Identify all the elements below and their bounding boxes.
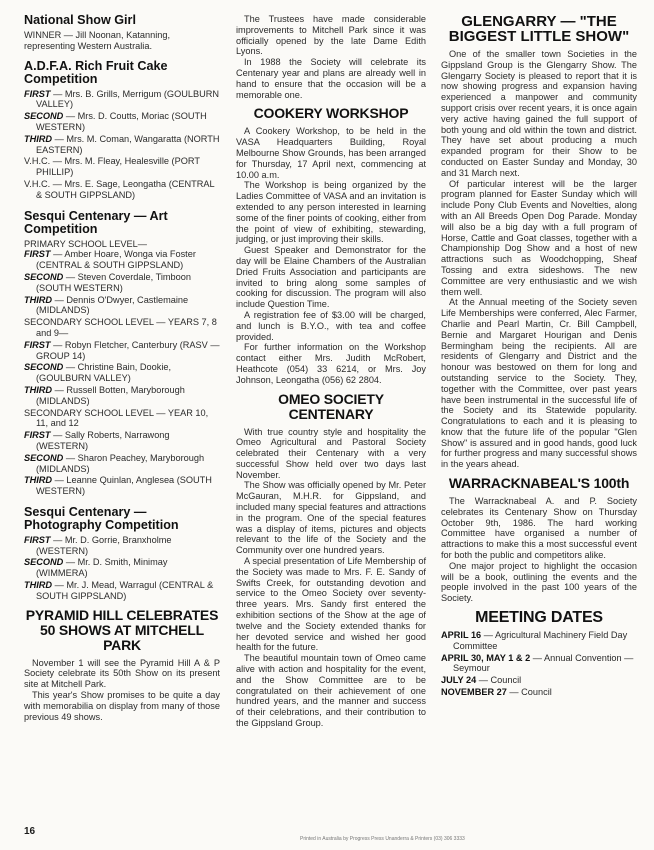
art-entry: THIRD — Russell Botten, Maryborough (MIDLANDS) — [24, 384, 185, 406]
art-entry: SECOND — Christine Bain, Dookie, (GOULBURN VALLEY) — [24, 362, 172, 384]
cookery-paragraph: Guest Speaker and Demonstrator for the day will be Elaine Chambers of the Australian Dried Fruits Association and participants are invited to bring along some samples of cooking for discussion. The program will also include Question Time. — [236, 245, 426, 310]
meeting-item: JULY 24 — Council — [441, 675, 522, 686]
meeting-item: APRIL 16 — Agricultural Machinery Field Day Committee — [441, 630, 628, 651]
national-show-girl-heading: National Show Girl — [24, 13, 136, 27]
omeo-paragraph: The beautiful mountain town of Omeo came alive with action and hospitality for the event, and the Show Committee are to be congratulated on their achievement of one hundred years, and the manner and success of their celebrations, and their contribution to the Gippsland Group. — [236, 653, 426, 729]
meeting-item: NOVEMBER 27 — Council — [441, 687, 552, 698]
omeo-heading: OMEO SOCIETY CENTENARY — [278, 390, 384, 422]
secondary-level-label: SECONDARY SCHOOL LEVEL — YEARS 7, 8 and 9— — [24, 317, 217, 338]
column-3 — [441, 14, 637, 699]
meeting-dates-heading: MEETING DATES — [475, 609, 603, 627]
secondary-level-label: SECONDARY SCHOOL LEVEL — YEAR 10, 11, and 12 — [24, 407, 209, 429]
glengarry-paragraph: Of particular interest will be the larger program planned for Easter Sunday which will include Pony Club Events and Novelties, along with an All Breeds Open Dog Parade. Monday will also be a big day with a full program of Horse, Cattle and Goat classes, together with a Championship Dog Show and a host of new attractions such as Woodchopping, Sheaf Tossing and extra sideshows. The new Committee are very enthusiastic and we wish them well. — [441, 178, 637, 297]
art-entry: THIRD — Dennis O'Dwyer, Castlemaine (MIDLANDS) — [24, 294, 189, 316]
adfa-entries — [24, 89, 220, 201]
adfa-entry: V.H.C. — Mrs. E. Sage, Leongatha (CENTRAL & SOUTH GIPPSLAND) — [24, 178, 215, 200]
art-entry: SECOND — Steven Coverdale, Timboon (SOUTH WESTERN) — [24, 271, 191, 293]
page-number: 16 — [24, 826, 36, 837]
trustees-paragraph: In 1988 the Society will celebrate its Centenary year and plans are already well in hand to ensure that the occasion will be a memorable one. — [236, 57, 426, 100]
art-competition-heading: Sesqui Centenary — Art Competition — [24, 208, 168, 236]
pyramid-hill-paragraph: This year's Show promises to be quite a day with memorabilia on display from many of those previous 49 shows. — [24, 690, 220, 722]
primary-level-label: PRIMARY SCHOOL LEVEL— — [24, 238, 147, 249]
national-show-girl-winner: WINNER — Jill Noonan, Katanning, representing Western Australia. — [24, 30, 171, 51]
trustees-paragraph: The Trustees have made considerable improvements to Mitchell Park since it was officially opened by the late Dame Edith Lyons. — [236, 14, 426, 57]
photo-entry: SECOND — Mr. D. Smith, Minimay (WIMMERA) — [24, 557, 168, 579]
photography-heading: Sesqui Centenary — Photography Competition — [24, 504, 179, 532]
warracknabeal-paragraph: The Warracknabeal A. and P. Society celebrates its Centenary Show on Thursday October 9th, 1986. The hard working Committee have organised a number of attractions to make this a most successful event for both the public and competitors alike. — [441, 496, 637, 561]
art-entry: THIRD — Leanne Quinlan, Anglesea (SOUTH WESTERN) — [24, 475, 212, 497]
art-entry: SECOND — Sharon Peachey, Maryborough (MIDLANDS) — [24, 452, 205, 474]
adfa-heading: A.D.F.A. Rich Fruit Cake Competition — [24, 58, 168, 86]
printer-imprint: Printed in Australia by Progress Press Unanderra & Printers (03) 306 3333 — [300, 836, 465, 842]
omeo-paragraph: A special presentation of Life Membership of the Society was made to Mrs. F. E. Sandy of Swifts Creek, for outstanding devotion and service to the Omeo Society over seventy-three years. Mrs. Sandy first entered the exhibition sections of the Show at the age of twelve and the Society extended thanks for her devoted service and wished her good health for the future. — [236, 556, 426, 653]
cookery-paragraph: A registration fee of $3.00 will be charged, and lunch is B.Y.O., with tea and coffee provided. — [236, 309, 426, 342]
cookery-paragraph: For further information on the Workshop contact either Mrs. Judith McRobert, Heathcote (054) 33 6214, or Mrs. Joy Johnson, Leongatha (056) 62 2804. — [236, 342, 426, 385]
adfa-entry: FIRST — Mrs. B. Grills, Merrigum (GOULBURN VALLEY) — [24, 88, 219, 110]
art-entry: FIRST — Robyn Fletcher, Canterbury (RASV — GROUP 14) — [24, 339, 220, 361]
cookery-workshop-heading: COOKERY WORKSHOP — [253, 105, 409, 122]
adfa-entry: V.H.C. — Mrs. M. Fleay, Healesville (PORT PHILLIP) — [24, 156, 200, 178]
glengarry-heading: GLENGARRY — "THE BIGGEST LITTLE SHOW" — [448, 13, 630, 45]
glengarry-paragraph: At the Annual meeting of the Society seven Life Memberships were conferred, Alec Farmer, Charlie and Pearl Martin, Cr. Bill Campbell, Bernie and Margaret Hourigan and Denis Bermingham being the recipients. All are residents of Glengarry and District and the honour was bestowed on them for long and outstanding service to the Society. They, together with the Committee, over past years have been instrumental in the successful life of the Society and its Statewide popularity. Congratulations to each and it is pleasing to know that the future life of the popular "Glen Show" is assured and in good hands, good luck for further progress and many successful shows in the years ahead. — [441, 297, 637, 470]
photo-entry: FIRST — Mr. D. Gorrie, Branxholme (WESTERN) — [24, 534, 172, 556]
omeo-paragraph: With true country style and hospitality the Omeo Agricultural and Pastoral Society celebrated their Centenary with a very successful Show held over two days last November. — [236, 426, 426, 480]
column-2 — [236, 14, 426, 729]
column-1 — [24, 14, 220, 722]
adfa-entry: THIRD — Mrs. M. Coman, Wangaratta (NORTH EASTERN) — [24, 133, 220, 155]
photo-entry: THIRD — Mr. J. Mead, Warragul (CENTRAL & SOUTH GIPPSLAND) — [24, 580, 214, 601]
pyramid-hill-heading: PYRAMID HILL CELEBRATES 50 SHOWS AT MITCHELL PARK — [25, 606, 219, 653]
glengarry-paragraph: One of the smaller town Societies in the Gippsland Group is the Glengarry Show. The Glengarry Society is pleased to report that it is now showing progress and expansion having experienced a manpower and community support crisis over recent years, it is once again very active having gained the full support of both young and old within the town and district. They have set about producing a much expanded program for their Show to be conducted on Easter Sunday and Monday, 30 and 31 March next. — [441, 49, 637, 178]
cookery-paragraph: The Workshop is being organized by the Ladies Committee of VASA and an invitation is extended to any person interested in learning some of the finer points of cooking, either from the point of view of exhibiting, stewarding, judging, or just improving their skills. — [236, 180, 426, 245]
meeting-item: APRIL 30, MAY 1 & 2 — Annual Convention — Seymour — [441, 652, 634, 674]
art-entry: FIRST — Sally Roberts, Narrawong (WESTERN) — [24, 430, 170, 451]
warracknabeal-heading: WARRACKNABEAL'S 100th — [448, 475, 630, 492]
pyramid-hill-paragraph: November 1 will see the Pyramid Hill A & P Society celebrate its 50th Show on its present site at Mitchell Park. — [24, 657, 220, 690]
cookery-paragraph: A Cookery Workshop, to be held in the VASA Headquarters Building, Royal Melbourne Show Grounds, has been arranged for Thursday, 17 April next, commencing at 10.00 a.m. — [236, 126, 426, 180]
warracknabeal-paragraph: One major project to highlight the occasion will be a book, outlining the events and the people involved in the past 100 years of the Society. — [441, 560, 637, 604]
art-entry: FIRST — Amber Hoare, Wonga via Foster (CENTRAL & SOUTH GIPPSLAND) — [24, 249, 196, 271]
omeo-paragraph: The Show was officially opened by Mr. Peter McGauran, M.H.R. for Gippsland, and included many special features and attractions in the program. One of the special features was a display of items, pictures and objects relevant to the life of the Society and the Community over one hundred years. — [236, 480, 426, 556]
adfa-entry: SECOND — Mrs. D. Coutts, Moriac (SOUTH WESTERN) — [24, 111, 207, 132]
